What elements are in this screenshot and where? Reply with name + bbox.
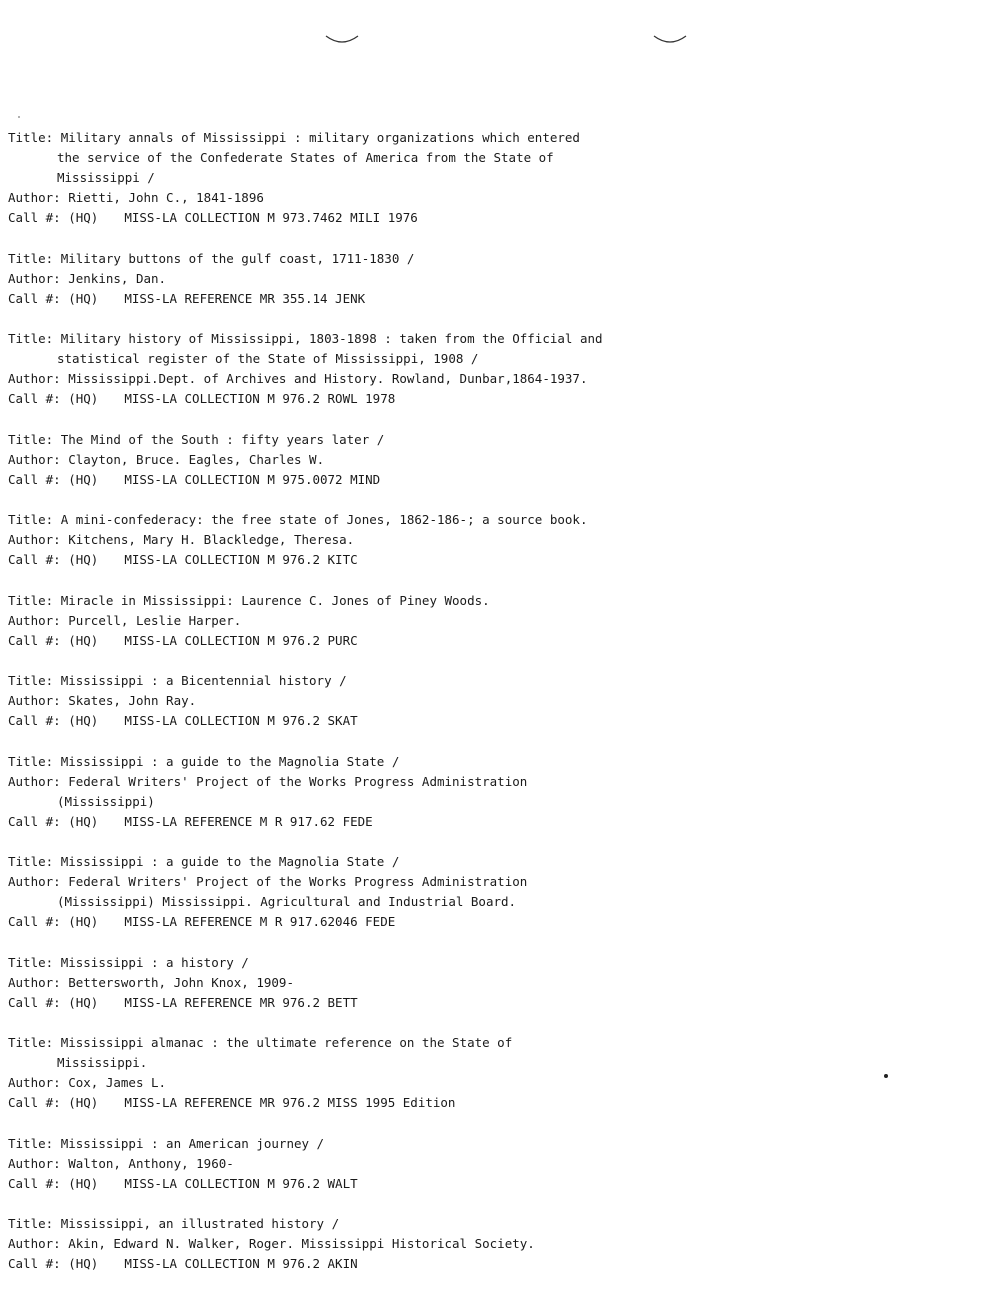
catalog-record [8,1134,968,1194]
record-title-continued: statistical register of the State of Mississippi, 1908 / [57,351,479,366]
branch-code: (HQ) [68,552,99,567]
branch-code: (HQ) [68,1175,99,1191]
field-label: Call #: [8,632,61,648]
call-number: MISS-LA COLLECTION M 975.0072 MIND [124,471,381,487]
field-label: Title: [8,1135,54,1151]
record-author-continued: (Mississippi) [57,793,155,809]
field-label: Call #: [8,210,61,225]
record-title-continued: Mississippi. [57,1055,148,1070]
record-author: Author: Walton, Anthony, 1960- [8,1154,968,1174]
field-label: Title: [8,854,54,869]
catalog-record [8,430,968,490]
field-label: Title: [8,592,54,608]
record-title: Title: Mississippi : a guide to the Magnolia State / [8,852,968,872]
field-label: Title: [8,331,54,346]
field-label: Call #: [8,1175,61,1191]
record-call-number [8,550,968,570]
catalog-record [8,852,968,932]
field-label: Call #: [8,471,61,487]
record-author: Author: Jenkins, Dan. [8,269,968,289]
record-title: Title: Mississippi : an American journey / [8,1134,968,1154]
field-label: Title: [8,1216,54,1231]
field-label: Title: [8,130,54,145]
field-label: Author: [8,532,61,547]
field-label: Call #: [8,290,61,306]
record-author: Author: Bettersworth, John Knox, 1909- [8,973,968,993]
field-label: Call #: [8,813,61,829]
field-label: Call #: [8,552,61,567]
field-label: Author: [8,612,61,628]
record-call-number [8,912,968,932]
catalog-record [8,591,968,651]
branch-code: (HQ) [68,994,99,1010]
call-number: MISS-LA REFERENCE M R 917.62046 FEDE [124,914,396,929]
catalog-record [8,953,968,1013]
record-author: Author: Rietti, John C., 1841-1896 [8,188,968,208]
catalog-record [8,249,968,309]
branch-code: (HQ) [68,914,99,929]
branch-code: (HQ) [68,632,99,648]
branch-code: (HQ) [68,1095,99,1110]
record-author: Author: Clayton, Bruce. Eagles, Charles W. [8,450,968,470]
scan-speck [18,116,20,118]
field-label: Title: [8,512,54,527]
record-title: Title: Mississippi, an illustrated history / [8,1214,968,1234]
record-author: Author: Skates, John Ray. [8,691,968,711]
field-label: Author: [8,451,61,467]
punch-mark-left [322,30,362,48]
record-call-number [8,631,968,651]
field-label: Author: [8,270,61,286]
punch-mark-right [650,30,690,48]
record-call-number [8,389,968,409]
call-number: MISS-LA COLLECTION M 976.2 WALT [124,1175,358,1191]
record-title: Title: Military buttons of the gulf coast, 1711-1830 / [8,249,968,269]
field-label: Call #: [8,1095,61,1110]
field-label: Author: [8,190,61,205]
branch-code: (HQ) [68,290,99,306]
record-title-continued: Mississippi / [57,170,155,185]
catalog-record [8,510,968,570]
call-number: MISS-LA REFERENCE MR 355.14 JENK [124,290,366,306]
record-title: Title: Military annals of Mississippi : military organizations which entered [8,128,968,148]
record-author: Author: Kitchens, Mary H. Blackledge, Theresa. [8,530,968,550]
catalog-record [8,329,968,409]
branch-code: (HQ) [68,713,99,728]
record-call-number [8,711,968,731]
branch-code: (HQ) [68,1256,99,1271]
catalog-record [8,128,968,228]
call-number: MISS-LA REFERENCE MR 976.2 MISS 1995 Edition [124,1095,456,1110]
record-author-continued: (Mississippi) Mississippi. Agricultural and Industrial Board. [57,894,517,909]
record-title-continued: the service of the Confederate States of America from the State of [57,150,554,165]
record-call-number [8,289,968,309]
catalog-listing [8,128,968,1274]
branch-code: (HQ) [68,391,99,406]
record-call-number [8,1254,968,1274]
branch-code: (HQ) [68,210,99,225]
record-call-number [8,470,968,490]
field-label: Call #: [8,994,61,1010]
call-number: MISS-LA COLLECTION M 976.2 ROWL 1978 [124,391,396,406]
record-call-number [8,1093,968,1113]
catalog-record [8,752,968,832]
call-number: MISS-LA COLLECTION M 976.2 PURC [124,632,358,648]
record-title: Title: Mississippi almanac : the ultimate reference on the State of [8,1033,968,1053]
field-label: Author: [8,974,61,990]
record-author: Author: Cox, James L. [8,1073,968,1093]
record-author: Author: Akin, Edward N. Walker, Roger. Mississippi Historical Society. [8,1234,968,1254]
call-number: MISS-LA REFERENCE M R 917.62 FEDE [124,813,373,829]
record-title: Title: Mississippi : a history / [8,953,968,973]
field-label: Call #: [8,391,61,406]
record-author: Author: Mississippi.Dept. of Archives and History. Rowland, Dunbar,1864-1937. [8,369,968,389]
record-call-number [8,993,968,1013]
catalog-record [8,1214,968,1274]
call-number: MISS-LA COLLECTION M 976.2 AKIN [124,1256,358,1271]
field-label: Title: [8,250,54,266]
branch-code: (HQ) [68,813,99,829]
catalog-record [8,1033,968,1113]
record-title: Title: The Mind of the South : fifty years later / [8,430,968,450]
field-label: Title: [8,1035,54,1050]
field-label: Title: [8,753,54,769]
record-title: Title: A mini-confederacy: the free state of Jones, 1862-186-; a source book. [8,510,968,530]
call-number: MISS-LA COLLECTION M 973.7462 MILI 1976 [124,210,418,225]
field-label: Author: [8,371,61,386]
call-number: MISS-LA REFERENCE MR 976.2 BETT [124,994,358,1010]
field-label: Author: [8,693,61,708]
field-label: Title: [8,673,54,688]
call-number: MISS-LA COLLECTION M 976.2 KITC [124,552,358,567]
field-label: Call #: [8,914,61,929]
field-label: Title: [8,954,54,970]
field-label: Author: [8,874,61,889]
field-label: Author: [8,1155,61,1171]
field-label: Author: [8,773,61,789]
record-author: Author: Purcell, Leslie Harper. [8,611,968,631]
record-author: Author: Federal Writers' Project of the Works Progress Administration [8,872,968,892]
field-label: Author: [8,1075,61,1090]
record-author: Author: Federal Writers' Project of the Works Progress Administration [8,772,968,792]
record-title: Title: Miracle in Mississippi: Laurence C. Jones of Piney Woods. [8,591,968,611]
branch-code: (HQ) [68,471,99,487]
field-label: Call #: [8,1256,61,1271]
catalog-record [8,671,968,731]
record-title: Title: Military history of Mississippi, 1803-1898 : taken from the Official and [8,329,968,349]
record-call-number [8,208,968,228]
record-call-number [8,812,968,832]
field-label: Call #: [8,713,61,728]
field-label: Title: [8,431,54,447]
call-number: MISS-LA COLLECTION M 976.2 SKAT [124,713,358,728]
record-title: Title: Mississippi : a Bicentennial history / [8,671,968,691]
field-label: Author: [8,1236,61,1251]
record-call-number [8,1174,968,1194]
record-title: Title: Mississippi : a guide to the Magnolia State / [8,752,968,772]
